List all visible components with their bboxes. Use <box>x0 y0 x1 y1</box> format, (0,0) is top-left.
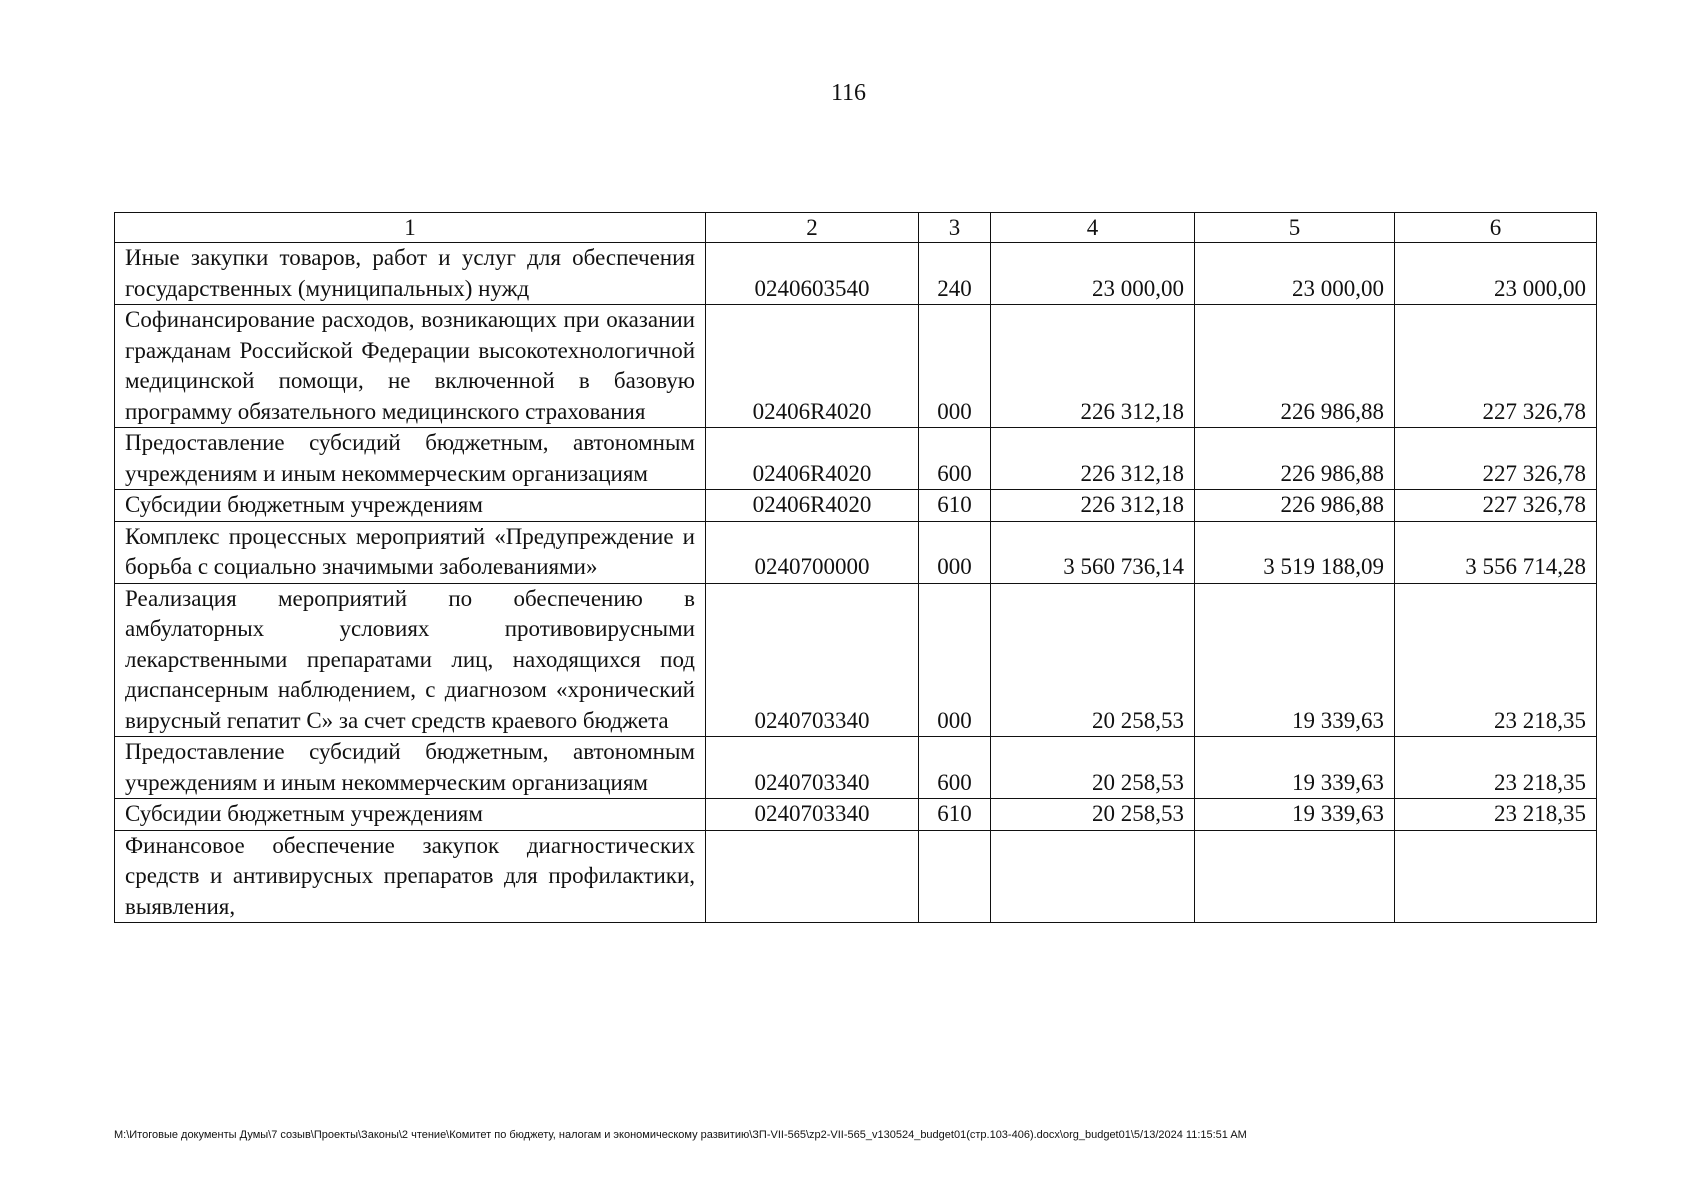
row-value-cell: 23 000,00 <box>1195 243 1395 305</box>
row-code-cell: 02406R4020 <box>706 305 919 428</box>
row-value-cell: 226 312,18 <box>991 305 1195 428</box>
row-value-cell: 20 258,53 <box>991 737 1195 799</box>
row-type-cell: 000 <box>919 583 991 737</box>
row-type-cell: 240 <box>919 243 991 305</box>
row-value-cell: 227 326,78 <box>1395 305 1597 428</box>
row-type-cell: 600 <box>919 737 991 799</box>
row-value-cell: 226 312,18 <box>991 490 1195 522</box>
row-value-cell: 19 339,63 <box>1195 799 1395 831</box>
row-name-cell: Предоставление субсидий бюджетным, автономным учреждениям и иным некоммерческим организациям <box>115 737 706 799</box>
table-row <box>115 830 1597 923</box>
table-header-row <box>115 213 1597 243</box>
row-type-cell: 610 <box>919 799 991 831</box>
row-name-cell: Субсидии бюджетным учреждениям <box>115 799 706 831</box>
row-value-cell: 3 560 736,14 <box>991 521 1195 583</box>
row-value-cell: 23 218,35 <box>1395 737 1597 799</box>
table-row <box>115 737 1597 799</box>
column-header: 6 <box>1395 213 1597 243</box>
row-type-cell: 000 <box>919 521 991 583</box>
budget-table <box>114 212 1597 923</box>
row-value-cell: 226 312,18 <box>991 428 1195 490</box>
row-code-cell: 0240703340 <box>706 737 919 799</box>
row-code-cell: 0240703340 <box>706 799 919 831</box>
row-value-cell: 3 556 714,28 <box>1395 521 1597 583</box>
row-type-cell: 000 <box>919 305 991 428</box>
table-row <box>115 521 1597 583</box>
row-name-cell: Предоставление субсидий бюджетным, автономным учреждениям и иным некоммерческим организациям <box>115 428 706 490</box>
file-path-footer: М:\Итоговые документы Думы\7 созыв\Проекты\Законы\2 чтение\Комитет по бюджету, налогам и экономическому развитию\ЗП-VII-565\zp2-VII-565_v130524_budget01(стр.103-406).docx\org_budget01\5/13/2024 11:15:51 AM <box>114 1129 1247 1141</box>
row-value-cell: 23 000,00 <box>991 243 1195 305</box>
row-type-cell: 610 <box>919 490 991 522</box>
row-code-cell: 0240700000 <box>706 521 919 583</box>
row-code-cell: 0240603540 <box>706 243 919 305</box>
row-value-cell: 3 519 188,09 <box>1195 521 1395 583</box>
row-value-cell <box>1195 830 1395 923</box>
column-header: 2 <box>706 213 919 243</box>
table-row <box>115 799 1597 831</box>
row-code-cell: 02406R4020 <box>706 428 919 490</box>
page-number: 116 <box>830 80 867 106</box>
row-name-cell: Иные закупки товаров, работ и услуг для обеспечения государственных (муниципальных) нужд <box>115 243 706 305</box>
column-header: 1 <box>115 213 706 243</box>
row-value-cell: 226 986,88 <box>1195 490 1395 522</box>
row-value-cell <box>991 830 1195 923</box>
row-value-cell: 23 000,00 <box>1395 243 1597 305</box>
row-name-cell: Финансовое обеспечение закупок диагностических средств и антивирусных препаратов для профилактики, выявления, <box>115 830 706 923</box>
row-name-cell: Субсидии бюджетным учреждениям <box>115 490 706 522</box>
row-name-cell: Реализация мероприятий по обеспечению в амбулаторных условиях противовирусными лекарственными препаратами лиц, находящихся под диспансерным наблюдением, с диагнозом «хронический вирусный гепатит С» за счет средств краевого бюджета <box>115 583 706 737</box>
column-header: 4 <box>991 213 1195 243</box>
table-row <box>115 243 1597 305</box>
row-code-cell: 0240703340 <box>706 583 919 737</box>
row-value-cell: 20 258,53 <box>991 583 1195 737</box>
column-header: 5 <box>1195 213 1395 243</box>
row-type-cell: 600 <box>919 428 991 490</box>
table-row <box>115 428 1597 490</box>
row-value-cell: 19 339,63 <box>1195 737 1395 799</box>
row-code-cell <box>706 830 919 923</box>
table-row <box>115 583 1597 737</box>
row-name-cell: Софинансирование расходов, возникающих при оказании гражданам Российской Федерации высокотехнологичной медицинской помощи, не включенной в базовую программу обязательного медицинского страхования <box>115 305 706 428</box>
row-value-cell: 226 986,88 <box>1195 428 1395 490</box>
row-value-cell: 19 339,63 <box>1195 583 1395 737</box>
table-row <box>115 490 1597 522</box>
row-type-cell <box>919 830 991 923</box>
row-value-cell: 23 218,35 <box>1395 799 1597 831</box>
row-value-cell: 227 326,78 <box>1395 490 1597 522</box>
column-header: 3 <box>919 213 991 243</box>
row-value-cell: 226 986,88 <box>1195 305 1395 428</box>
table-row <box>115 305 1597 428</box>
row-value-cell <box>1395 830 1597 923</box>
row-value-cell: 23 218,35 <box>1395 583 1597 737</box>
row-value-cell: 20 258,53 <box>991 799 1195 831</box>
row-code-cell: 02406R4020 <box>706 490 919 522</box>
row-name-cell: Комплекс процессных мероприятий «Предупреждение и борьба с социально значимыми заболеваниями» <box>115 521 706 583</box>
row-value-cell: 227 326,78 <box>1395 428 1597 490</box>
